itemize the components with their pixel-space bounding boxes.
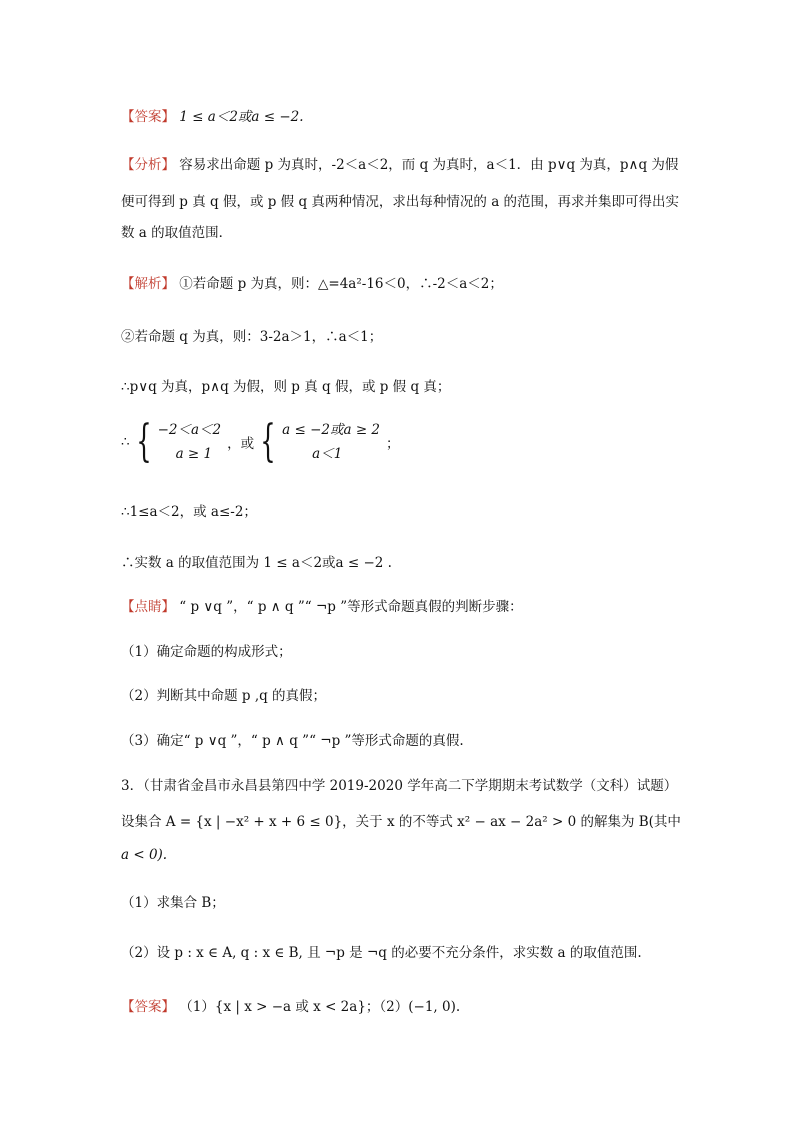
system-1-row-1: −2＜a＜2 <box>157 422 222 438</box>
system-1-row-2: a ≥ 1 <box>175 446 213 462</box>
analysis-line-3: 数 a 的取值范围． <box>121 225 233 241</box>
analysis-line-2: 便可得到 p 真 q 假，或 p 假 q 真两种情况，求出每种情况的 a 的范围，再求并集即可得出实 <box>121 194 680 210</box>
comment-step-1: （1）确定命题的构成形式； <box>121 644 292 660</box>
answer-expression: 1 ≤ a＜2或a ≤ −2. <box>179 109 304 125</box>
therefore-symbol: ∴ <box>121 434 130 450</box>
solution-line-1 <box>121 272 503 292</box>
solution-step-2: ②若命题 q 为真，则：3-2a＞1，∴a＜1； <box>121 329 383 345</box>
problem-3-line-2: a < 0). <box>121 847 168 863</box>
comment-step-3: （3）确定“ p ∨q ”，“ p ∧ q ”“ ¬p ”等形式命题的真假. <box>121 733 464 749</box>
solution-step-1: ①若命题 p 为真，则：△=4a²-16＜0，∴-2＜a＜2； <box>179 276 503 292</box>
problem-3-title: 3．（甘肃省金昌市永昌县第四中学 2019-2020 学年高二下学期期末考试数学（文科）试题） <box>121 778 678 794</box>
system-separator: ，或 <box>227 436 255 452</box>
problem-3-question-2: （2）设 p : x ∈ A, q : x ∈ B, 且 ¬p 是 ¬q 的必要不充分条件，求实数 a 的取值范围. <box>121 945 642 961</box>
comment-step-2: （2）判断其中命题 p ,q 的真假； <box>121 688 327 704</box>
left-brace-1: { <box>135 416 152 467</box>
analysis-text-1: 容易求出命题 p 为真时，-2＜a＜2，而 q 为真时，a＜1．由 p∨q 为真，p∧q 为假 <box>179 157 679 173</box>
comment-tag: 【点睛】 <box>121 599 175 615</box>
system-2-row-2: a＜1 <box>312 446 343 462</box>
solution-tag: 【解析】 <box>121 276 175 292</box>
solution-step-3: ∴p∨q 为真，p∧q 为假，则 p 真 q 假，或 p 假 q 真； <box>121 379 451 395</box>
solution-step-5: ∴实数 a 的取值范围为 1 ≤ a＜2或a ≤ −2 . <box>121 555 392 571</box>
analysis-line-1 <box>121 153 678 173</box>
problem-3-answer-line <box>121 995 460 1015</box>
problem-3-line-1: 设集合 A = {x | −x² + x + 6 ≤ 0}，关于 x 的不等式 x² − ax − 2a² > 0 的解集为 B(其中 <box>121 814 681 830</box>
system-2 <box>282 418 380 466</box>
system-1 <box>158 418 222 466</box>
system-end: ； <box>386 436 400 452</box>
answer-tag: 【答案】 <box>121 109 175 125</box>
solution-step-4: ∴1≤a＜2，或 a≤-2； <box>121 504 257 520</box>
comment-intro: “ p ∨q ”，“ p ∧ q ”“ ¬p ”等形式命题真假的判断步骤： <box>179 599 523 615</box>
problem-3-question-1: （1）求集合 B； <box>121 895 225 911</box>
problem-3-answer: （1）{x | x > −a 或 x < 2a}；（2）(−1, 0). <box>179 999 461 1015</box>
analysis-tag: 【分析】 <box>121 157 175 173</box>
system-2-row-1: a ≤ −2或a ≥ 2 <box>282 422 381 438</box>
equation-systems <box>121 418 400 466</box>
answer-line <box>121 105 304 125</box>
comment-line <box>121 595 523 615</box>
left-brace-2: { <box>260 416 276 467</box>
problem-3-answer-tag: 【答案】 <box>121 999 175 1015</box>
